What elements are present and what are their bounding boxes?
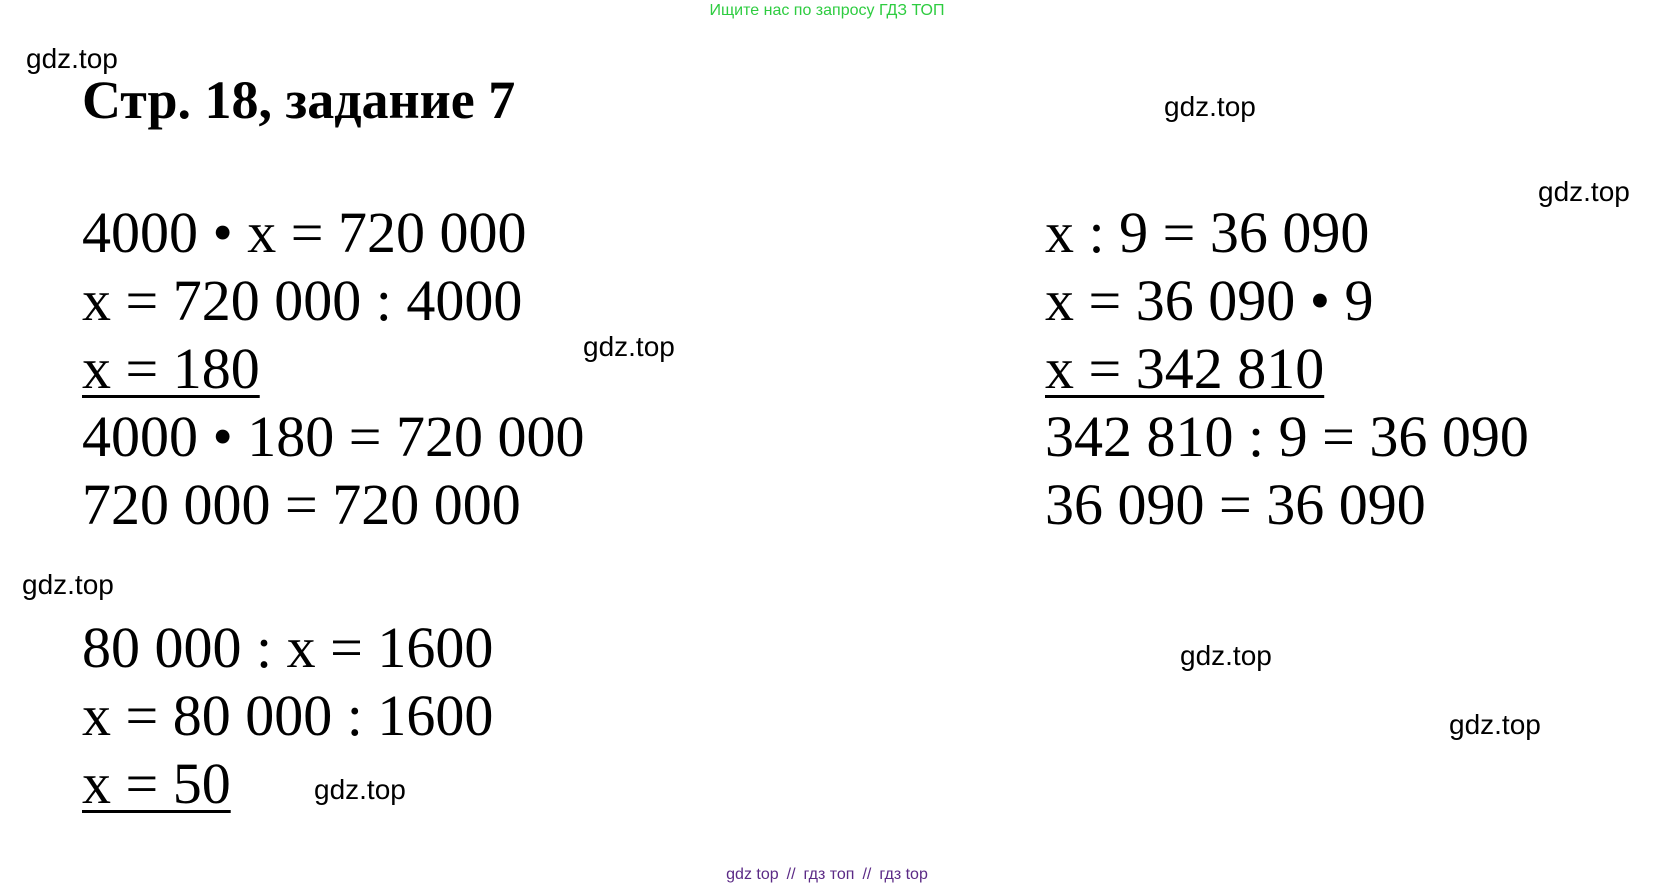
answer-underlined: x = 342 810 <box>1045 336 1325 401</box>
answer-line <box>1045 335 1529 403</box>
answer-underlined: x = 180 <box>82 336 260 401</box>
watermark: gdz.top <box>583 331 675 362</box>
footer-separator: // <box>786 866 796 883</box>
watermark: gdz.top <box>1449 709 1541 740</box>
watermark: gdz.top <box>1538 176 1630 207</box>
watermark: gdz.top <box>22 569 114 600</box>
equation-block-1 <box>82 199 585 539</box>
footer-link-gdz-top[interactable]: gdz top <box>726 866 779 883</box>
solution-line: x = 80 000 : 1600 <box>82 683 494 748</box>
page-title: Стр. 18, задание 7 <box>82 70 516 130</box>
watermark: gdz.top <box>1180 640 1272 671</box>
footer-links <box>0 866 1654 884</box>
answer-line <box>82 750 493 818</box>
solution-line: x = 720 000 : 4000 <box>82 268 523 333</box>
equation-line: 4000 • x = 720 000 <box>82 200 527 265</box>
check-line: 342 810 : 9 = 36 090 <box>1045 404 1529 469</box>
footer-link-gdz-top-ru[interactable]: гдз топ <box>803 866 855 883</box>
footer-link-gdz-top-mixed[interactable]: гдз top <box>879 866 928 883</box>
watermark: gdz.top <box>1164 91 1256 122</box>
answer-line <box>82 335 585 403</box>
equation-block-3 <box>82 614 493 818</box>
search-banner[interactable]: Ищите нас по запросу ГДЗ ТОП <box>709 2 945 19</box>
watermark: gdz.top <box>314 774 406 805</box>
solution-line: x = 36 090 • 9 <box>1045 268 1374 333</box>
equation-block-2 <box>1045 199 1529 539</box>
check-result-line: 36 090 = 36 090 <box>1045 472 1426 537</box>
equation-line: 80 000 : x = 1600 <box>82 615 494 680</box>
watermark: gdz.top <box>26 43 118 74</box>
equation-line: x : 9 = 36 090 <box>1045 200 1370 265</box>
footer-separator: // <box>862 866 872 883</box>
check-line: 4000 • 180 = 720 000 <box>82 404 585 469</box>
check-result-line: 720 000 = 720 000 <box>82 472 521 537</box>
answer-underlined: x = 50 <box>82 751 231 816</box>
